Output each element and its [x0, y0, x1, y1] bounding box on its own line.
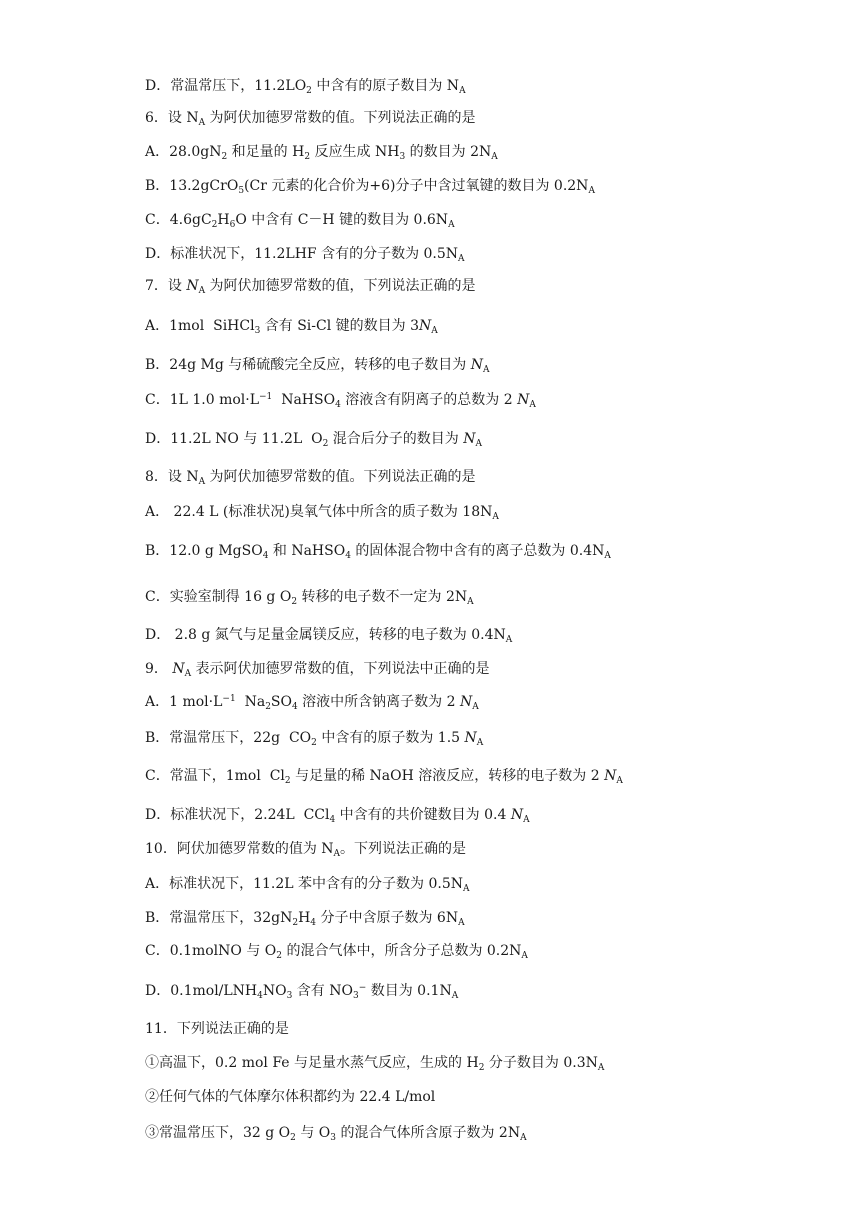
text-line: D．常温常压下，$11.2LO_2$ 中含有的原子数目为 $N_A$ [145, 78, 466, 96]
text-line: B．24g Mg 与稀硫酸完全反应，转移的电子数目为 $N_A$ [145, 357, 490, 375]
text-line: 11．下列说法正确的是 [145, 1021, 289, 1037]
text-line: C．实验室制得 16 g $O_2$ 转移的电子数不一定为 $2N_A$ [145, 589, 474, 607]
text-line: C．常温下，1mol $Cl_2$ 与足量的稀 NaOH 溶液反应，转移的电子数为 2 $N_A$ [145, 768, 623, 786]
text-line: A．1mol SiHCl$_3$ 含有 Si-Cl 键的数目为 $3N_A$ [145, 318, 438, 336]
text-line: 10．阿伏加德罗常数的值为 $N_A$。下列说法正确的是 [145, 841, 467, 859]
text-line: B．13.2gCrO$_5$(Cr 元素的化合价为+6)分子中含过氧键的数目为 $0.2N_A$ [145, 178, 595, 196]
text-line: 8．设 $N_A$ 为阿伏加德罗常数的值。下列说法正确的是 [145, 469, 476, 487]
text-line: A．1 $mol\cdot L^{-1}$ $Na_2SO_4$ 溶液中所含钠离子数为 2 $N_A$ [145, 694, 479, 712]
text-line: C．0.1molNO 与 $O_2$ 的混合气体中，所含分子总数为 $0.2N_A$ [145, 943, 528, 961]
text-line: 6．设 $N_A$ 为阿伏加德罗常数的值。下列说法正确的是 [145, 110, 476, 128]
text-line: D． 2.8 g 氮气与足量金属镁反应，转移的电子数为 $0.4N_A$ [145, 627, 513, 645]
text-line: 7．设 $N_A$ 为阿伏加德罗常数的值，下列说法正确的是 [145, 278, 476, 296]
text-line: A．$28.0gN_2$ 和足量的 $H_2$ 反应生成 $NH_3$ 的数目为 $2N_A$ [145, 144, 498, 162]
text-line: D．标准状况下，2.24L CCl$_4$ 中含有的共价键数目为 0.4 $N_A$ [145, 807, 530, 825]
text-line: ①高温下，0.2 mol Fe 与足量水蒸气反应，生成的 $H_2$ 分子数目为 $0.3N_A$ [145, 1055, 605, 1073]
text-line: B．常温常压下，22g $CO_2$ 中含有的原子数为 1.5 $N_A$ [145, 730, 484, 748]
text-line: D．标准状况下，11.2LHF 含有的分子数为 $0.5N_A$ [145, 246, 465, 264]
text-line: A． 22.4 L (标准状况)臭氧气体中所含的质子数为 $18N_A$ [145, 504, 499, 522]
text-line: ②任何气体的气体摩尔体积都约为 22.4 L/mol [145, 1089, 436, 1105]
text-line: D．11.2L NO 与 11.2L $O_2$ 混合后分子的数目为 $N_A$ [145, 431, 483, 449]
text-line: ③常温常压下，32 g $O_2$ 与 $O_3$ 的混合气体所含原子数为 $2N_A$ [145, 1125, 527, 1143]
text-line: C．1L 1.0 $mol\cdot L^{-1}$ NaHSO$_4$ 溶液含有阴离子的总数为 2 $N_A$ [145, 392, 536, 410]
text-line: A．标准状况下，11.2L 苯中含有的分子数为 $0.5N_A$ [145, 876, 470, 894]
text-line: B．常温常压下，$32gN_2H_4$ 分子中含原子数为 $6N_A$ [145, 910, 465, 928]
text-line: D．$0.1mol/LNH_4NO_3$ 含有 $NO_3^-$ 数目为 $0.1N_A$ [145, 983, 459, 1001]
text-line: 9． $N_A$ 表示阿伏加德罗常数的值，下列说法中正确的是 [145, 661, 490, 679]
text-line: B．12.0 g MgSO$_4$ 和 NaHSO$_4$ 的固体混合物中含有的离子总数为 $0.4N_A$ [145, 543, 611, 561]
text-line: C．$4.6gC_2H_6O$ 中含有 C－H 键的数目为 $0.6N_A$ [145, 212, 455, 230]
